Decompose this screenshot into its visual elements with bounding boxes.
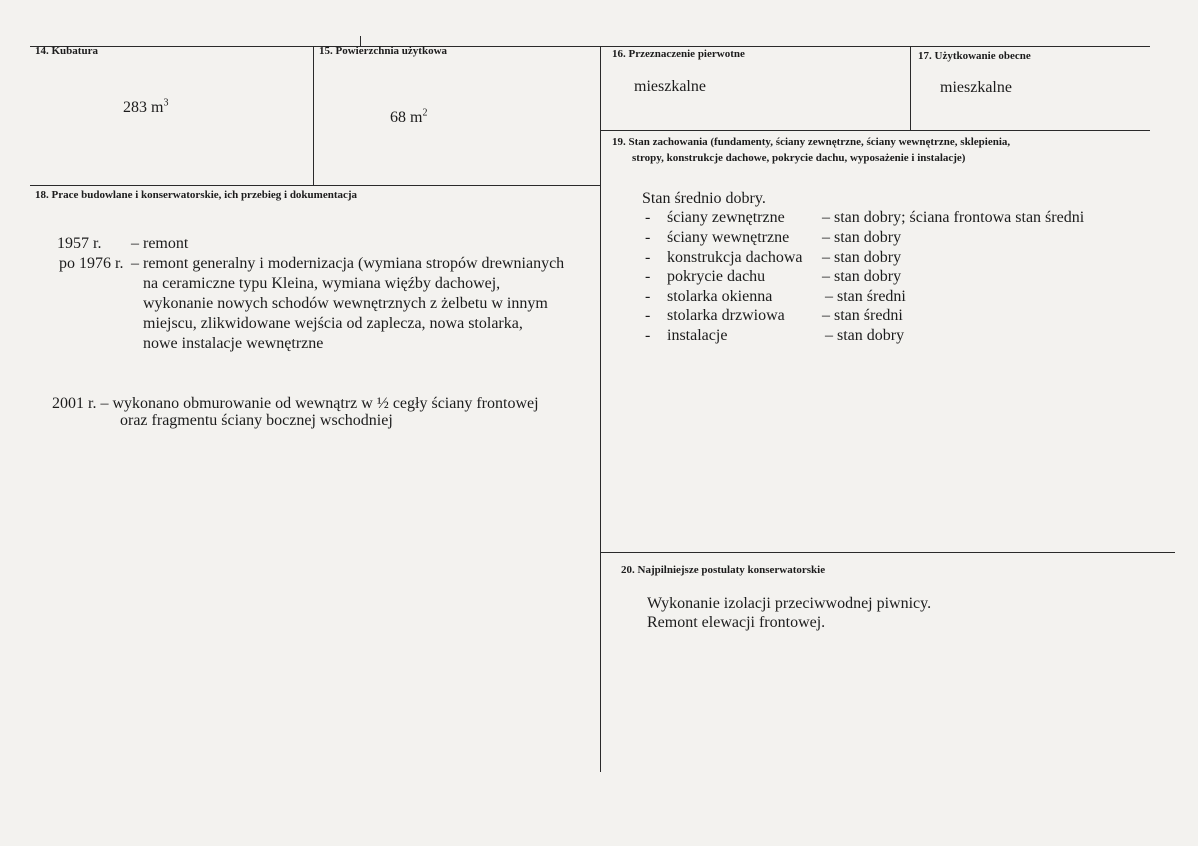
stan-item-dash: - [645, 229, 651, 246]
prace-1957-text: – remont [131, 235, 189, 252]
stan-item-dash: - [645, 288, 651, 305]
stan-item-state: – stan dobry; ściana frontowa stan średni [822, 209, 1085, 226]
uzytkowanie-label: 17. Użytkowanie obecne [918, 50, 1031, 62]
powierzchnia-label: 15. Powierzchnia użytkowa [319, 45, 448, 57]
stan-item-state: – stan dobry [822, 229, 902, 246]
stan-item-name: ściany wewnętrzne [667, 229, 790, 246]
stan-item-name: pokrycie dachu [667, 268, 766, 285]
stan-item-name: stolarka okienna [667, 288, 773, 305]
rule-mid-right [600, 130, 1150, 131]
stan-item-dash: - [645, 249, 651, 266]
kubatura-label: 14. Kubatura [35, 45, 98, 57]
stan-label-line1: 19. Stan zachowania (fundamenty, ściany zewnętrzne, ściany wewnętrzne, sklepienia, [612, 136, 1011, 148]
prace-2001-line1: 2001 r. – wykonano obmurowanie od wewnątrz w ½ cegły ściany frontowej [52, 395, 539, 412]
przeznaczenie-label: 16. Przeznaczenie pierwotne [612, 48, 745, 60]
rule-lower-right [600, 552, 1175, 553]
postulaty-label: 20. Najpilniejsze postulaty konserwatorskie [621, 564, 826, 576]
stan-item-name: stolarka drzwiowa [667, 307, 785, 324]
stan-item-dash: - [645, 327, 651, 344]
stan-item-dash: - [645, 209, 651, 226]
stan-item-state: – stan dobry [822, 268, 902, 285]
stan-item-name: instalacje [667, 327, 728, 344]
rule-col-17 [910, 46, 911, 130]
postulaty-line-1: Wykonanie izolacji przeciwwodnej piwnicy. [647, 595, 932, 612]
uzytkowanie-value: mieszkalne [940, 79, 1012, 96]
przeznaczenie-value: mieszkalne [634, 78, 706, 95]
stan-item-state: – stan dobry [825, 327, 905, 344]
prace-label: 18. Prace budowlane i konserwatorskie, ich przebieg i dokumentacja [35, 189, 358, 201]
rule-mid-left [30, 185, 600, 186]
stan-item-state: – stan średni [822, 307, 903, 324]
rule-top [30, 46, 1150, 47]
prace-1957-year: 1957 r. [57, 235, 102, 252]
prace-1976-cont-2: wykonanie nowych schodów wewnętrznych z żelbetu w innym [143, 295, 548, 312]
rule-col-15 [313, 46, 314, 185]
stan-item-dash: - [645, 307, 651, 324]
rule-center [600, 46, 601, 772]
stan-label-line2: stropy, konstrukcje dachowe, pokrycie dachu, wyposażenie i instalacje) [632, 152, 966, 164]
prace-1976-text: – remont generalny i modernizacja (wymiana stropów drewnianych [131, 255, 565, 272]
stan-item-name: konstrukcja dachowa [667, 249, 803, 266]
prace-2001-line2: oraz fragmentu ściany bocznej wschodniej [120, 412, 393, 429]
stan-summary: Stan średnio dobry. [642, 190, 766, 207]
kubatura-value: 283 $m^3$ [123, 97, 169, 116]
prace-1976-cont-4: nowe instalacje wewnętrzne [143, 335, 324, 352]
powierzchnia-value: 68 $m^2$ [390, 107, 428, 126]
stan-item-name: ściany zewnętrzne [667, 209, 785, 226]
prace-1976-cont-1: na ceramiczne typu Kleina, wymiana więźby dachowej, [143, 275, 501, 292]
postulaty-line-2: Remont elewacji frontowej. [647, 614, 826, 631]
prace-1976-cont-3: miejscu, zlikwidowane wejścia od zaplecza, nowa stolarka, [143, 315, 523, 332]
stan-item-state: – stan dobry [822, 249, 902, 266]
prace-1976-year: po 1976 r. [59, 255, 124, 272]
stan-item-dash: - [645, 268, 651, 285]
stan-item-state: – stan średni [825, 288, 906, 305]
